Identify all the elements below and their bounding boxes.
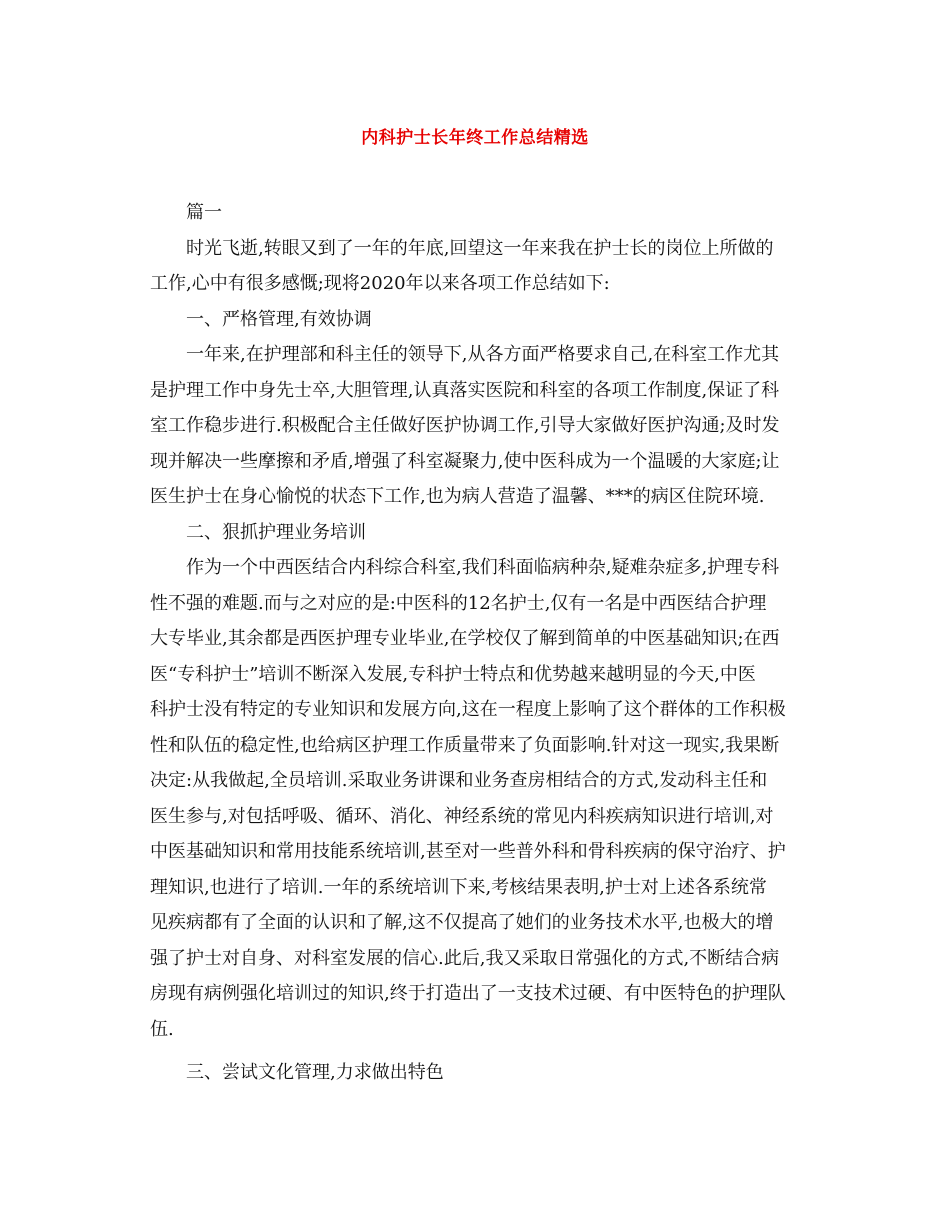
paragraph-line: 房现有病例强化培训过的知识,终于打造出了一支技术过硬、有中医特色的护理队 — [150, 983, 786, 1004]
paragraph-line: 科护士没有特定的专业知识和发展方向,这在一程度上影响了这个群体的工作积极 — [150, 699, 786, 720]
paragraph-line: 大专毕业,其余都是西医护理专业毕业,在学校仅了解到简单的中医基础知识;在西 — [150, 628, 780, 649]
section-label-part-one: 篇一 — [186, 202, 222, 223]
paragraph-line: 医生护士在身心愉悦的状态下工作,也为病人营造了温馨、***的病区住院环境. — [150, 486, 765, 507]
paragraph-line: 工作,心中有很多感慨;现将2020年以来各项工作总结如下: — [150, 273, 610, 294]
section-heading-3: 三、尝试文化管理,力求做出特色 — [186, 1062, 444, 1083]
paragraph-line: 理知识,也进行了培训.一年的系统培训下来,考核结果表明,护士对上述各系统常 — [150, 876, 767, 898]
paragraph-line: 医“专科护士”培训不断深入发展,专科护士特点和优势越来越明显的今天,中医 — [150, 663, 756, 685]
paragraph-line: 中医基础知识和常用技能系统培训,甚至对一些普外科和骨科疾病的保守治疗、护 — [150, 841, 786, 862]
document-title: 内科护士长年终工作总结精选 — [361, 128, 589, 148]
paragraph-line: 医生参与,对包括呼吸、循环、消化、神经系统的常见内科疾病知识进行培训,对 — [150, 805, 774, 827]
paragraph-line: 性和队伍的稳定性,也给病区护理工作质量带来了负面影响.针对这一现实,我果断 — [150, 734, 780, 756]
paragraph-line: 是护理工作中身先士卒,大胆管理,认真落实医院和科室的各项工作制度,保证了科 — [150, 379, 780, 401]
paragraph-line: 伍. — [150, 1018, 174, 1040]
paragraph-line: 时光飞逝,转眼又到了一年的年底,回望这一年来我在护士长的岗位上所做的 — [186, 237, 774, 259]
section-heading-2: 二、狠抓护理业务培训 — [186, 521, 366, 543]
paragraph-line: 决定:从我做起,全员培训.采取业务讲课和业务查房相结合的方式,发动科主任和 — [150, 770, 768, 791]
document-body — [150, 195, 810, 1091]
paragraph-line: 性不强的难题.而与之对应的是:中医科的12名护士,仅有一名是中西医结合护理 — [150, 592, 767, 614]
paragraph-line: 室工作稳步进行.积极配合主任做好医护协调工作,引导大家做好医护沟通;及时发 — [150, 415, 780, 436]
section-heading-1: 一、严格管理,有效协调 — [186, 308, 372, 330]
paragraph-line: 见疾病都有了全面的认识和了解,这不仅提高了她们的业务技术水平,也极大的增 — [150, 912, 774, 933]
paragraph-line: 强了护士对自身、对科室发展的信心.此后,我又采取日常强化的方式,不断结合病 — [150, 947, 780, 969]
paragraph-line: 现并解决一些摩擦和矛盾,增强了科室凝聚力,使中医科成为一个温暖的大家庭;让 — [150, 450, 780, 472]
paragraph-line: 作为一个中西医结合内科综合科室,我们科面临病种杂,疑难杂症多,护理专科 — [186, 557, 780, 578]
paragraph-line: 一年来,在护理部和科主任的领导下,从各方面严格要求自己,在科室工作尤其 — [186, 344, 780, 365]
